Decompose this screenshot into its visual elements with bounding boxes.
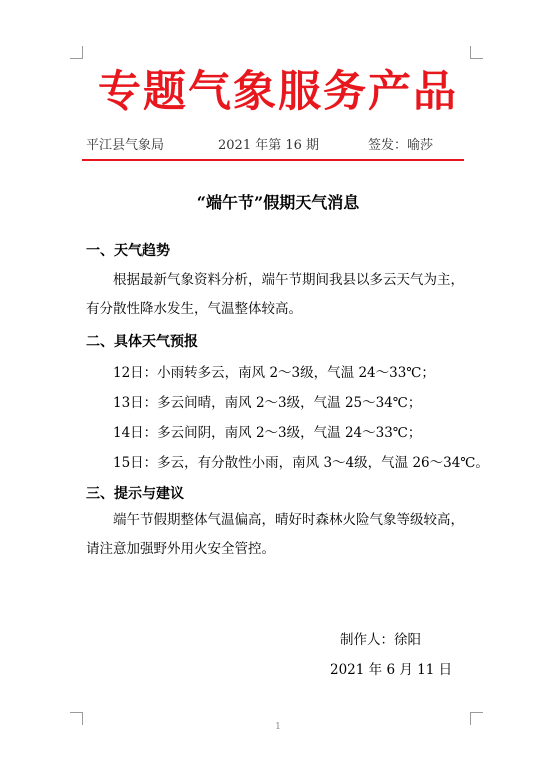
red-divider — [82, 159, 464, 161]
page-number: 1 — [275, 722, 281, 732]
issue-date: 2021 年 6 月 11 日 — [330, 662, 453, 678]
section-heading-advice: 三、提示与建议 — [86, 486, 184, 502]
section-heading-forecast: 二、具体天气预报 — [86, 334, 198, 350]
section-body-trend: 根据最新气象资料分析，端午节期间我县以多云天气为主，有分散性降水发生，气温整体较高。 — [86, 272, 464, 317]
forecast-line: 12日：小雨转多云，南风 2～3级，气温 24～33℃； — [113, 365, 435, 381]
issue-meta-row — [86, 134, 466, 154]
forecast-line: 14日：多云间阴，南风 2～3级，气温 24～33℃； — [113, 425, 422, 441]
forecast-line: 15日：多云，有分散性小雨，南风 3～4级，气温 26～34℃。 — [113, 455, 489, 471]
crop-mark-top-left — [70, 46, 83, 59]
document-title: “端午节”假期天气消息 — [196, 193, 360, 212]
forecast-line: 13日：多云间晴，南风 2～3级，气温 25～34℃； — [113, 395, 422, 411]
author-signature: 制作人：徐阳 — [340, 632, 421, 648]
issuing-organization: 平江县气象局 — [86, 138, 165, 153]
issue-number: 2021 年第 16 期 — [218, 138, 320, 153]
section-heading-trend: 一、天气趋势 — [86, 243, 170, 259]
crop-mark-top-right — [470, 46, 483, 59]
masthead-title: 专题气象服务产品 — [98, 67, 458, 117]
signer: 签发：喻莎 — [368, 138, 434, 153]
section-body-advice: 端午节假期整体气温偏高，晴好时森林火险气象等级较高，请注意加强野外用火安全管控。 — [86, 512, 464, 557]
